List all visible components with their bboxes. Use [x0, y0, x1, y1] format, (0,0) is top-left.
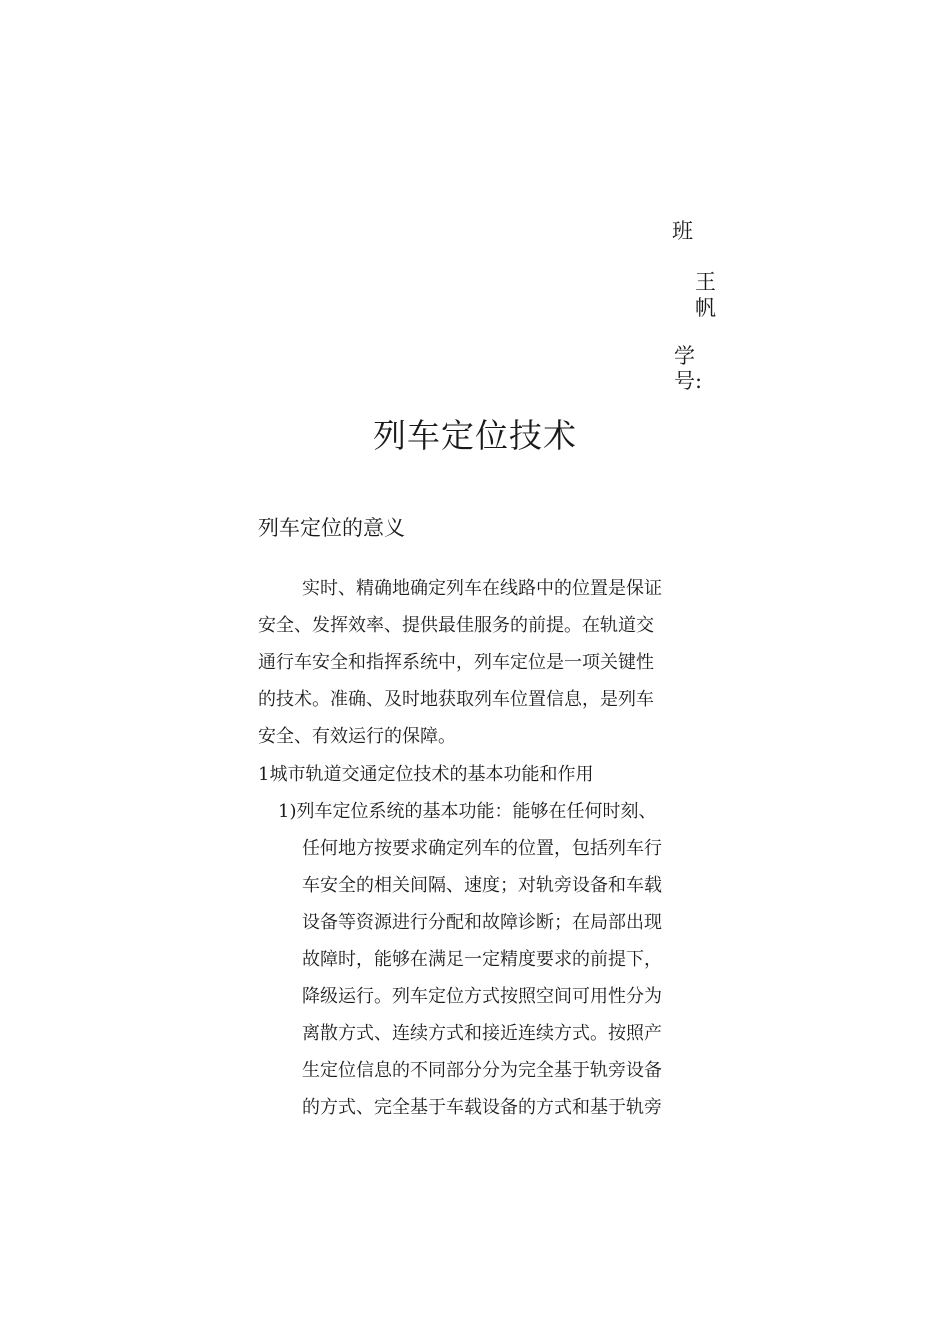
document-title: 列车定位技术 — [373, 416, 577, 455]
student-id-char-1: 学 — [674, 344, 695, 368]
list-item-line: 设备等资源进行分配和故障诊断；在局部出现 — [302, 912, 662, 933]
list-item-head: 1)列车定位系统的基本功能：能够在任何时刻、 — [278, 801, 657, 822]
intro-line: 通行车安全和指挥系统中，列车定位是一项关键性 — [258, 652, 654, 673]
list-item-line: 的方式、完全基于车载设备的方式和基于轨旁 — [302, 1097, 662, 1118]
sub-heading: 1城市轨道交通定位技术的基本功能和作用 — [258, 764, 594, 785]
name-char-1: 王 — [695, 270, 716, 294]
list-item-line: 生定位信息的不同部分分为完全基于轨旁设备 — [302, 1060, 662, 1081]
section-heading: 列车定位的意义 — [258, 516, 405, 540]
intro-line: 的技术。准确、及时地获取列车位置信息，是列车 — [258, 689, 654, 710]
class-label: 班 — [672, 219, 693, 243]
student-id-char-2: 号: — [674, 369, 703, 393]
intro-line: 安全、有效运行的保障。 — [258, 726, 456, 747]
name-char-2: 帆 — [695, 296, 716, 320]
list-item-line: 离散方式、连续方式和接近连续方式。按照产 — [302, 1023, 662, 1044]
intro-line: 实时、精确地确定列车在线路中的位置是保证 — [302, 578, 662, 599]
list-item-line: 故障时，能够在满足一定精度要求的前提下， — [302, 949, 662, 970]
list-item-line: 车安全的相关间隔、速度；对轨旁设备和车载 — [302, 875, 662, 896]
list-item-line: 降级运行。列车定位方式按照空间可用性分为 — [302, 986, 662, 1007]
intro-line: 安全、发挥效率、提供最佳服务的前提。在轨道交 — [258, 615, 654, 636]
list-item-line: 任何地方按要求确定列车的位置，包括列车行 — [302, 838, 662, 859]
